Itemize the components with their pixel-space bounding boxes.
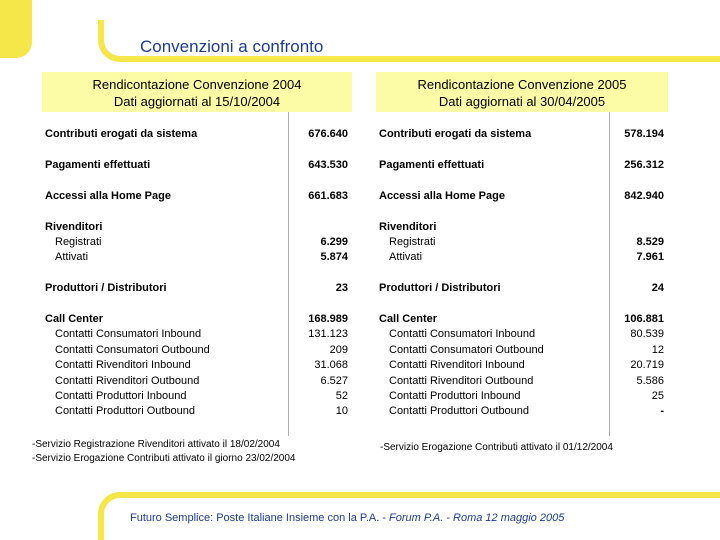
row-label: Produttori / Distributori: [379, 282, 501, 294]
row-value: 131.123: [308, 328, 348, 340]
row-value: 10: [335, 405, 348, 417]
row-value: 25: [651, 390, 664, 402]
table-row: [379, 343, 664, 358]
row-label: Contatti Consumatori Outbound: [55, 344, 210, 356]
row-label: Accessi alla Home Page: [45, 190, 171, 202]
row-value: 5.874: [320, 251, 348, 263]
header-title: Rendicontazione Convenzione 2004: [92, 77, 302, 92]
table-row: [379, 312, 664, 327]
row-value: 31.068: [314, 359, 348, 371]
row-label: Contatti Rivenditori Inbound: [389, 359, 525, 371]
row-label: Accessi alla Home Page: [379, 190, 505, 202]
row-value: 20.719: [630, 359, 664, 371]
row-value: 80.539: [630, 328, 664, 340]
header-date: Dati aggiornati al 30/04/2005: [438, 94, 606, 109]
row-value: 23: [335, 282, 348, 294]
table-row: [379, 250, 664, 265]
table-row: [45, 358, 348, 373]
row-value: 6.299: [320, 236, 348, 248]
table-row: [379, 158, 664, 173]
table-row: [379, 220, 664, 235]
row-value: 168.989: [308, 313, 348, 325]
table-row: [379, 374, 664, 389]
panel-2005: [376, 72, 668, 436]
row-label: Contatti Consumatori Inbound: [55, 328, 202, 340]
footnote-line: -Servizio Erogazione Contributi attivato il giorno 23/02/2004: [32, 453, 296, 464]
row-value: 6.527: [320, 375, 348, 387]
row-label: Rivenditori: [379, 221, 437, 233]
row-label: Call Center: [45, 313, 104, 325]
row-label: Contatti Produttori Outbound: [55, 405, 196, 417]
row-label: Contatti Rivenditori Outbound: [55, 375, 200, 387]
row-value: 7.961: [636, 251, 664, 263]
header-date: Dati aggiornati al 15/10/2004: [113, 94, 281, 109]
row-value: 842.940: [624, 190, 664, 202]
row-label: Contatti Produttori Inbound: [55, 390, 187, 402]
row-label: Rivenditori: [45, 221, 103, 233]
row-value: 256.312: [624, 159, 664, 171]
table-row: [45, 374, 348, 389]
row-value: 24: [651, 282, 664, 294]
table-row: [379, 404, 664, 419]
row-label: Contatti Produttori Inbound: [389, 390, 521, 402]
table-row: [45, 312, 348, 327]
footer-text: Futuro Semplice: Poste Italiane Insieme con la P.A. -: [130, 512, 390, 524]
row-label: Attivati: [389, 251, 423, 263]
row-value: 643.530: [308, 159, 348, 171]
table-row: [379, 358, 664, 373]
footnote-line: -Servizio Erogazione Contributi attivato il 01/12/2004: [380, 442, 613, 453]
table-row: [45, 220, 348, 235]
table-row: [379, 281, 664, 296]
panel-header: [42, 72, 352, 112]
row-label: Contributi erogati da sistema: [45, 128, 198, 140]
row-label: Pagamenti effettuati: [45, 159, 151, 171]
footer-event: Forum P.A. - Roma 12 maggio 2005: [389, 512, 565, 524]
panel-2004: [42, 72, 352, 436]
row-value: 8.529: [636, 236, 664, 248]
row-label: Registrati: [389, 236, 436, 248]
table-row: [45, 281, 348, 296]
table-row: [379, 235, 664, 250]
header-title: Rendicontazione Convenzione 2005: [417, 77, 627, 92]
row-value: 209: [329, 344, 348, 356]
table-row: [45, 327, 348, 342]
corner-accent: [0, 0, 32, 58]
row-value: 106.881: [624, 313, 664, 325]
table-row: [45, 404, 348, 419]
table-row: [379, 189, 664, 204]
row-value: 676.640: [308, 128, 348, 140]
row-label: Registrati: [55, 236, 102, 248]
row-value: 661.683: [308, 190, 348, 202]
row-label: Contributi erogati da sistema: [379, 128, 532, 140]
row-label: Contatti Rivenditori Outbound: [389, 375, 534, 387]
row-value: 578.194: [624, 128, 664, 140]
table-row: [45, 389, 348, 404]
bottom-rule: [118, 492, 720, 498]
row-label: Produttori / Distributori: [45, 282, 167, 294]
footnote-2005: [380, 441, 613, 455]
row-value: 52: [335, 390, 348, 402]
table-row: [379, 327, 664, 342]
row-value: 5.586: [636, 375, 664, 387]
table-row: [45, 127, 348, 142]
row-label: Pagamenti effettuati: [379, 159, 485, 171]
table-row: [45, 235, 348, 250]
row-label: Call Center: [379, 313, 438, 325]
footnote-2004: [32, 438, 296, 466]
footnote-line: -Servizio Registrazione Rivenditori attivato il 18/02/2004: [32, 439, 280, 450]
row-label: Contatti Rivenditori Inbound: [55, 359, 191, 371]
page-title: Convenzioni a confronto: [140, 37, 324, 56]
table-row: [45, 189, 348, 204]
panel-body: [42, 112, 352, 436]
table-row: [379, 389, 664, 404]
row-value: -: [660, 405, 664, 417]
panel-header: [376, 72, 668, 112]
panel-body: [376, 112, 668, 436]
row-label: Contatti Consumatori Outbound: [389, 344, 544, 356]
table-row: [45, 343, 348, 358]
row-label: Attivati: [55, 251, 89, 263]
row-label: Contatti Consumatori Inbound: [389, 328, 536, 340]
footer: [130, 512, 564, 524]
table-row: [45, 250, 348, 265]
row-value: 12: [651, 344, 664, 356]
table-row: [379, 127, 664, 142]
row-label: Contatti Produttori Outbound: [389, 405, 530, 417]
table-row: [45, 158, 348, 173]
